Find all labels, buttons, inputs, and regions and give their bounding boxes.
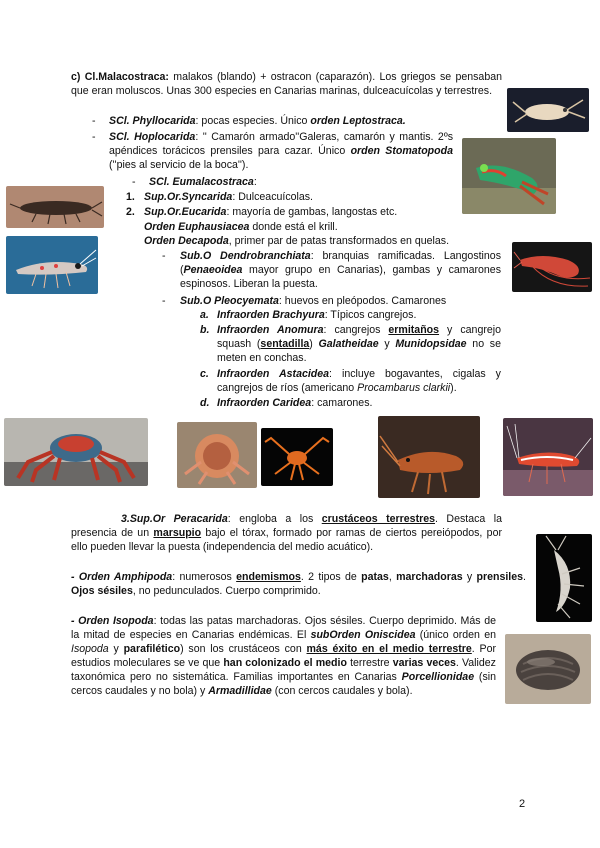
ermitanos-term: ermitaños [388, 324, 440, 336]
caridea-label: Infraorden Caridea [217, 397, 312, 409]
astacidea-label: Infraorden Astacidea [217, 368, 330, 380]
decapoda-item: Orden Decapoda, primer par de patas transformados en quelas. [144, 235, 450, 247]
dendrobranchiata-item: Sub.O Dendrobranchiata: branquias ramificadas. Langostinos (Penaeoidea mayor grupo en Canarias), gambas y camarones espinosos. Liberan la puesta. [180, 250, 501, 290]
hoplocarida-bullet: - [92, 131, 96, 143]
dendrobranchiata-label: Sub.O Dendrobranchiata [180, 250, 311, 262]
pleocyemata-label: Sub.O Pleocyemata [180, 295, 279, 307]
eucarida-item: 2. Sup.Or.Eucarida: mayoría de gambas, langostas etc. [126, 206, 398, 218]
photo-mantis-shrimp [462, 138, 556, 214]
isopoda-paragraph: - Orden Isopoda: todas las patas marchadoras. Ojos sésiles. Cuerpo deprimido. Más de la mitad de especies en Canarias endémicas. El subOrden Oniscidea (único orden en Isopoda y parafilético) son los crustáceos con más éxito en el medio terrestre. Por estudios moleculares se ve que han colonizado el medio terrestre varias veces. Validez taxonómica pero no sistemática. Familias importantes en Canarias Porcellionidae (sin cercos caudales y no bola) y Armadillidae (con cercos caudales y bola). [71, 615, 496, 697]
photo-squat-lobster [261, 428, 333, 486]
exito-terrestre-term: más éxito en el medio terrestre [306, 643, 472, 655]
photo-syncarida [6, 186, 104, 228]
astacidea-letter: c. [200, 368, 209, 380]
photo-amphipod [536, 534, 592, 622]
intro-paragraph [71, 70, 502, 98]
sentadilla-term: sentadilla [260, 338, 310, 350]
photo-isopod [505, 634, 591, 704]
peracarida-label: 3.Sup.Or Peracarida [121, 513, 228, 525]
peracarida-paragraph: 3.Sup.Or Peracarida: engloba a los crustáceos terrestres. Destaca la presencia de un marsupio bajo el tórax, formado por ramas de ciertos pereiópodos, por ello pueden llevar la puesta (independencia del medio acuático). [71, 513, 502, 553]
dendrobranchiata-bullet: - [162, 250, 166, 262]
eumalacostraca-item: - SCl. Eumalacostraca: [132, 176, 257, 188]
photo-hermit-crab [177, 422, 257, 488]
anomura-letter: b. [200, 324, 210, 336]
phyllocarida-label: SCl. Phyllocarida [109, 115, 196, 127]
amphipoda-label: - Orden Amphipoda [71, 571, 173, 583]
photo-crab-brachyura [4, 418, 148, 486]
procambarus-species: Procambarus clarkii [357, 382, 451, 394]
endemismos-term: endemismos [236, 571, 301, 583]
photo-krill [6, 236, 98, 294]
eumalacostraca-label: SCl. Eumalacostraca [149, 176, 254, 188]
armadillidae-label: Armadillidae [208, 685, 272, 697]
pleocyemata-item: - Sub.O Pleocyemata: huevos en pleópodos. Camarones [162, 295, 447, 307]
syncarida-label: Sup.Or.Syncarida [144, 191, 233, 203]
eucarida-label: Sup.Or.Eucarida [144, 206, 227, 218]
anomura-label: Infraorden Anomura [217, 324, 324, 336]
euphausiacea-label: Orden Euphausiacea [144, 221, 250, 233]
munidopsidae-label: Munidopsidae [395, 338, 467, 350]
galatheidae-label: Galatheidae [318, 338, 379, 350]
anomura-item: Infraorden Anomura: cangrejos ermitaños y cangrejo squash (sentadilla) Galatheidae y Munidopsidae no se meten en conchas. [217, 324, 501, 364]
page-number: 2 [519, 798, 526, 810]
astacidea-item: Infraorden Astacidea: incluye bogavantes, cigalas y cangrejos de ríos (americano Procambarus clarkii). [217, 368, 501, 394]
photo-leptostraca [507, 88, 589, 132]
euphausiacea-item: Orden Euphausiacea donde está el krill. [144, 221, 338, 233]
caridea-item: d. Infraorden Caridea: camarones. [200, 397, 373, 409]
decapoda-label: Orden Decapoda [144, 235, 229, 247]
isopoda-label: - Orden Isopoda [71, 615, 154, 627]
malacostraca-heading: c) Cl.Malacostraca: [71, 71, 169, 83]
phyllocarida-item: - SCl. Phyllocarida: pocas especies. Único orden Leptostraca. [92, 115, 406, 127]
amphipoda-paragraph: - Orden Amphipoda: numerosos endemismos. 2 tipos de patas, marchadoras y prensiles. Ojos sésiles, no pedunculados. Cuerpo comprimido. [71, 571, 526, 597]
stomatopoda-label: orden Stomatopoda [350, 145, 453, 157]
penaeoidea-label: Penaeoidea [183, 264, 243, 276]
leptostraca-label: orden Leptostraca. [310, 115, 406, 127]
photo-lobster-astacidea [378, 416, 480, 498]
hoplocarida-label: SCl. Hoplocarida [109, 131, 196, 143]
oniscidea-label: subOrden Oniscidea [310, 629, 416, 641]
syncarida-item: 1. Sup.Or.Syncarida: Dulceacuícolas. [126, 191, 313, 203]
hoplocarida-item: SCl. Hoplocarida: '' Camarón armado''Galeras, camarón y mantis. 2ºs apéndices torácicos prensiles para cazar. Único orden Stomatopoda (''pies al servicio de la boca''). [109, 131, 453, 171]
marsupio-term: marsupio [153, 527, 202, 539]
brachyura-item: a. Infraorden Brachyura: Típicos cangrejos. [200, 309, 417, 321]
malacostraca-text: malakos (blando) + ostracon (caparazón). Los griegos se pensaban que eran moluscos. Unas 300 especies en Canarias marinas, dulceacuícolas y terrestres. [71, 71, 502, 97]
photo-langostino [512, 242, 592, 292]
photo-cleaner-shrimp [503, 418, 593, 496]
brachyura-label: Infraorden Brachyura [217, 309, 325, 321]
porcellionidae-label: Porcellionidae [401, 671, 475, 683]
crustaceos-terrestres-term: crustáceos terrestres [321, 513, 436, 525]
